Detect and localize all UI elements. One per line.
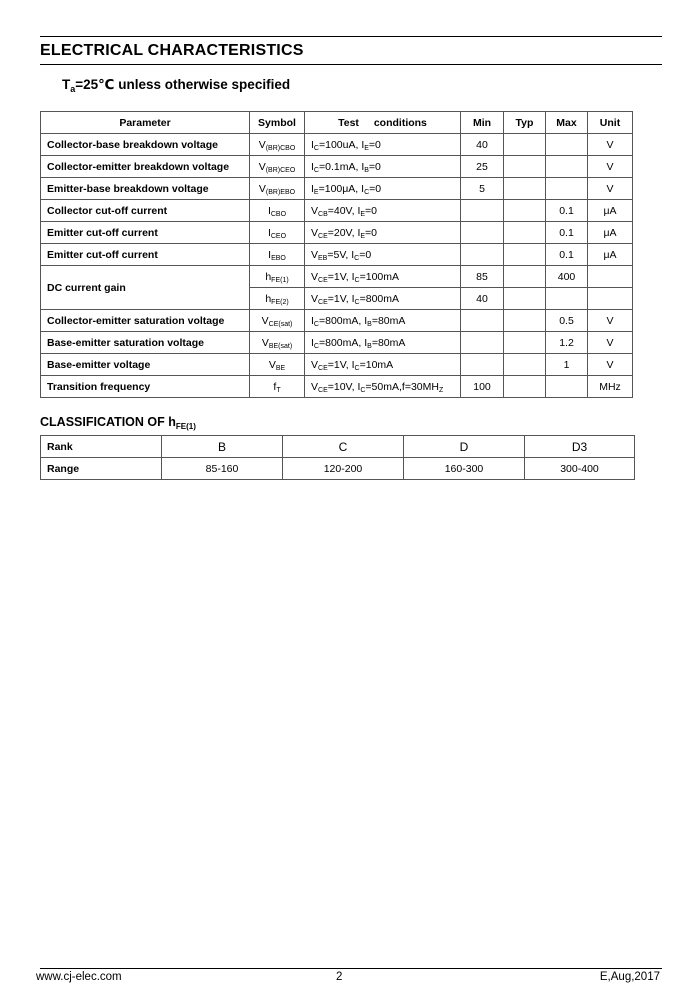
condition-subscript: Z	[438, 386, 444, 394]
parameter-cell: Emitter cut-off current	[41, 222, 250, 244]
unit-cell: V	[588, 310, 633, 332]
condition-cell	[305, 266, 461, 288]
typ-cell	[504, 178, 546, 200]
symbol-subscript: BE	[275, 364, 286, 372]
max-cell	[546, 288, 588, 310]
typ-cell	[504, 200, 546, 222]
condition-value: =100uA,	[318, 138, 362, 151]
table-row	[41, 178, 633, 200]
condition-value: =0.1mA,	[318, 160, 362, 173]
unit-cell: V	[588, 156, 633, 178]
parameter-cell: Emitter-base breakdown voltage	[41, 178, 250, 200]
unit-cell: μA	[588, 244, 633, 266]
condition-cell	[305, 354, 461, 376]
typ-cell	[504, 134, 546, 156]
symbol-base: V	[261, 314, 269, 327]
symbol-subscript: (BR)CBO	[265, 144, 296, 152]
condition-var: I	[311, 138, 314, 151]
condition-cell	[305, 156, 461, 178]
condition-var: V	[311, 380, 319, 393]
condition-subscript: E	[313, 188, 319, 196]
max-cell	[546, 134, 588, 156]
footer-website: www.cj-elec.com	[36, 971, 122, 983]
unit-cell: μA	[588, 222, 633, 244]
table-row	[41, 332, 633, 354]
condition-var: I	[357, 380, 361, 393]
condition-var: I	[361, 160, 365, 173]
condition-value: =0	[365, 204, 378, 217]
col-header-typ: Typ	[504, 112, 546, 134]
min-cell: 85	[461, 266, 504, 288]
typ-cell	[504, 354, 546, 376]
parameter-cell: Emitter cut-off current	[41, 244, 250, 266]
min-cell	[461, 332, 504, 354]
min-cell: 25	[461, 156, 504, 178]
condition-subscript: CE	[318, 298, 328, 306]
condition-subscript: E	[360, 210, 366, 218]
symbol-base: V	[268, 358, 276, 371]
condition-var: I	[357, 204, 361, 217]
range-cell: 300-400	[525, 458, 635, 480]
condition-value: =0	[359, 248, 372, 261]
condition-cell	[305, 178, 461, 200]
max-cell: 0.5	[546, 310, 588, 332]
typ-cell	[504, 156, 546, 178]
condition-subscript: CB	[318, 210, 328, 218]
symbol-subscript: CBO	[270, 210, 287, 218]
symbol-cell	[250, 376, 305, 398]
condition-value: =40V,	[327, 204, 358, 217]
condition-cell	[305, 222, 461, 244]
table-row	[41, 310, 633, 332]
table-row	[41, 244, 633, 266]
condition-value: =80mA	[371, 336, 406, 349]
unit-cell: MHz	[588, 376, 633, 398]
typ-cell	[504, 222, 546, 244]
condition-subscript: C	[354, 254, 360, 262]
page-title: ELECTRICAL CHARACTERISTICS	[40, 42, 304, 59]
min-cell	[461, 200, 504, 222]
symbol-subscript: BE(sat)	[268, 342, 293, 350]
condition-cell	[305, 244, 461, 266]
condition-subscript: CE	[318, 386, 328, 394]
symbol-base: V	[261, 336, 269, 349]
symbol-cell	[250, 222, 305, 244]
symbol-subscript: EBO	[271, 254, 286, 262]
condition-value: =5V,	[327, 248, 352, 261]
condition-var: I	[351, 248, 355, 261]
condition-var: V	[311, 270, 319, 283]
condition-var: I	[361, 182, 365, 195]
condition-value: =0	[365, 226, 378, 239]
rank-cell: B	[162, 436, 283, 458]
symbol-cell	[250, 156, 305, 178]
condition-value: =80mA	[371, 314, 406, 327]
parameter-cell: Transition frequency	[41, 376, 250, 398]
symbol-cell	[250, 332, 305, 354]
typ-cell	[504, 310, 546, 332]
classification-table	[40, 435, 635, 480]
unit-cell: V	[588, 332, 633, 354]
typ-cell	[504, 266, 546, 288]
min-cell: 40	[461, 134, 504, 156]
max-cell: 400	[546, 266, 588, 288]
symbol-subscript: FE(1)	[271, 276, 289, 284]
condition-var: I	[311, 160, 314, 173]
symbol-subscript: CEO	[270, 232, 287, 240]
min-cell	[461, 310, 504, 332]
max-cell: 1	[546, 354, 588, 376]
condition-subscript: E	[364, 144, 369, 152]
table-row	[41, 200, 633, 222]
range-cell: 160-300	[404, 458, 525, 480]
unit-cell: V	[588, 178, 633, 200]
condition-var: I	[357, 226, 361, 239]
min-cell	[461, 222, 504, 244]
table-row	[41, 134, 633, 156]
rank-row	[41, 436, 635, 458]
condition-subscript: C	[364, 188, 370, 196]
max-cell	[546, 178, 588, 200]
parameter-cell: Collector-base breakdown voltage	[41, 134, 250, 156]
symbol-cell	[250, 266, 305, 288]
condition-var: I	[351, 292, 355, 305]
symbol-base: h	[265, 292, 272, 305]
condition-subscript: C	[313, 342, 319, 350]
symbol-cell	[250, 310, 305, 332]
condition-var: V	[311, 226, 319, 239]
footer-revision: E,Aug,2017	[599, 971, 660, 983]
col-header-conditions: Test conditions	[305, 112, 461, 134]
unit-cell: V	[588, 134, 633, 156]
symbol-subscript: (BR)EBO	[265, 188, 296, 196]
electrical-characteristics-table	[40, 111, 633, 398]
condition-cell	[305, 200, 461, 222]
table-header-row	[41, 112, 633, 134]
range-label: Range	[41, 458, 162, 480]
symbol-subscript: T	[276, 386, 281, 394]
max-cell: 0.1	[546, 222, 588, 244]
condition-var: V	[311, 248, 319, 261]
parameter-cell: Base-emitter saturation voltage	[41, 332, 250, 354]
condition-value: =100mA	[359, 270, 399, 283]
condition-var: I	[311, 182, 314, 195]
condition-value: =800mA,	[318, 314, 365, 327]
condition-subscript: CE	[318, 232, 328, 240]
condition-value: =800mA,	[318, 336, 365, 349]
symbol-cell	[250, 244, 305, 266]
unit-cell: μA	[588, 200, 633, 222]
condition-var: I	[364, 314, 368, 327]
condition-subscript: C	[354, 276, 360, 284]
symbol-cell	[250, 288, 305, 310]
condition-subscript: C	[354, 364, 360, 372]
test-condition-note: $T_a=25℃$ unless otherwise specified	[62, 77, 291, 94]
condition-var: V	[311, 358, 319, 371]
symbol-cell	[250, 354, 305, 376]
condition-subscript: CE	[318, 276, 328, 284]
footer-rule	[40, 968, 662, 969]
table-row	[41, 156, 633, 178]
min-cell: 40	[461, 288, 504, 310]
col-header-max: Max	[546, 112, 588, 134]
condition-value: =50mA,f=30MH	[365, 380, 439, 393]
footer-page-number: 2	[336, 971, 343, 983]
classification-title: CLASSIFICATION OF $h_{FE(1)}$	[40, 415, 196, 431]
condition-var: V	[311, 204, 319, 217]
condition-value: =0	[368, 160, 381, 173]
condition-cell	[305, 288, 461, 310]
min-cell: 5	[461, 178, 504, 200]
symbol-subscript: CE(sat)	[268, 320, 293, 328]
parameter-cell: DC current gain	[41, 266, 250, 310]
typ-cell	[504, 376, 546, 398]
condition-subscript: C	[313, 144, 319, 152]
condition-value: =10V,	[327, 380, 358, 393]
condition-value: =0	[368, 138, 381, 151]
max-cell: 0.1	[546, 244, 588, 266]
condition-subscript: C	[313, 320, 319, 328]
unit-cell	[588, 288, 633, 310]
header-rule-bottom	[40, 64, 662, 65]
condition-value: =100μA,	[318, 182, 362, 195]
condition-cell	[305, 310, 461, 332]
symbol-subscript: FE(2)	[271, 298, 289, 306]
symbol-cell	[250, 178, 305, 200]
condition-value: =0	[369, 182, 382, 195]
condition-subscript: EB	[318, 254, 328, 262]
max-cell	[546, 376, 588, 398]
condition-var: I	[351, 358, 355, 371]
parameter-cell: Collector-emitter saturation voltage	[41, 310, 250, 332]
condition-var: I	[311, 314, 314, 327]
header-rule-top	[40, 36, 662, 37]
condition-subscript: CE	[318, 364, 328, 372]
rank-cell: C	[283, 436, 404, 458]
min-cell: 100	[461, 376, 504, 398]
max-cell: 1.2	[546, 332, 588, 354]
condition-subscript: B	[367, 342, 372, 350]
symbol-cell	[250, 134, 305, 156]
condition-value: =1V,	[327, 292, 352, 305]
condition-subscript: C	[360, 386, 366, 394]
col-header-parameter: Parameter	[41, 112, 250, 134]
symbol-base: I	[268, 248, 272, 261]
min-cell	[461, 354, 504, 376]
symbol-subscript: (BR)CEO	[265, 166, 296, 174]
condition-var: I	[311, 336, 314, 349]
condition-subscript: B	[367, 320, 372, 328]
table-row	[41, 222, 633, 244]
table-row	[41, 376, 633, 398]
unit-cell	[588, 266, 633, 288]
min-cell	[461, 244, 504, 266]
symbol-base: I	[267, 226, 271, 239]
condition-value: =1V,	[327, 358, 352, 371]
parameter-cell: Base-emitter voltage	[41, 354, 250, 376]
parameter-cell: Collector cut-off current	[41, 200, 250, 222]
symbol-base: V	[258, 138, 266, 151]
symbol-base: V	[258, 160, 266, 173]
range-cell: 120-200	[283, 458, 404, 480]
rank-cell: D	[404, 436, 525, 458]
condition-cell	[305, 376, 461, 398]
symbol-base: V	[258, 182, 266, 195]
table-row	[41, 266, 633, 288]
condition-subscript: E	[360, 232, 366, 240]
condition-var: I	[364, 336, 368, 349]
condition-cell	[305, 134, 461, 156]
col-header-min: Min	[461, 112, 504, 134]
col-header-symbol: Symbol	[250, 112, 305, 134]
symbol-base: I	[267, 204, 271, 217]
condition-var: V	[311, 292, 319, 305]
unit-cell: V	[588, 354, 633, 376]
range-row	[41, 458, 635, 480]
table-row	[41, 354, 633, 376]
typ-cell	[504, 244, 546, 266]
condition-var: I	[351, 270, 355, 283]
symbol-base: f	[273, 380, 277, 393]
max-cell: 0.1	[546, 200, 588, 222]
max-cell	[546, 156, 588, 178]
condition-subscript: C	[313, 166, 319, 174]
typ-cell	[504, 332, 546, 354]
range-cell: 85-160	[162, 458, 283, 480]
condition-var: I	[361, 138, 365, 151]
typ-cell	[504, 288, 546, 310]
rank-label: Rank	[41, 436, 162, 458]
symbol-cell	[250, 200, 305, 222]
condition-value: =10mA	[359, 358, 394, 371]
condition-value: =1V,	[327, 270, 352, 283]
condition-subscript: C	[354, 298, 360, 306]
condition-subscript: B	[364, 166, 369, 174]
rank-cell: D3	[525, 436, 635, 458]
symbol-base: h	[265, 270, 272, 283]
col-header-unit: Unit	[588, 112, 633, 134]
condition-cell	[305, 332, 461, 354]
parameter-cell: Collector-emitter breakdown voltage	[41, 156, 250, 178]
condition-value: =20V,	[327, 226, 358, 239]
condition-value: =800mA	[359, 292, 399, 305]
